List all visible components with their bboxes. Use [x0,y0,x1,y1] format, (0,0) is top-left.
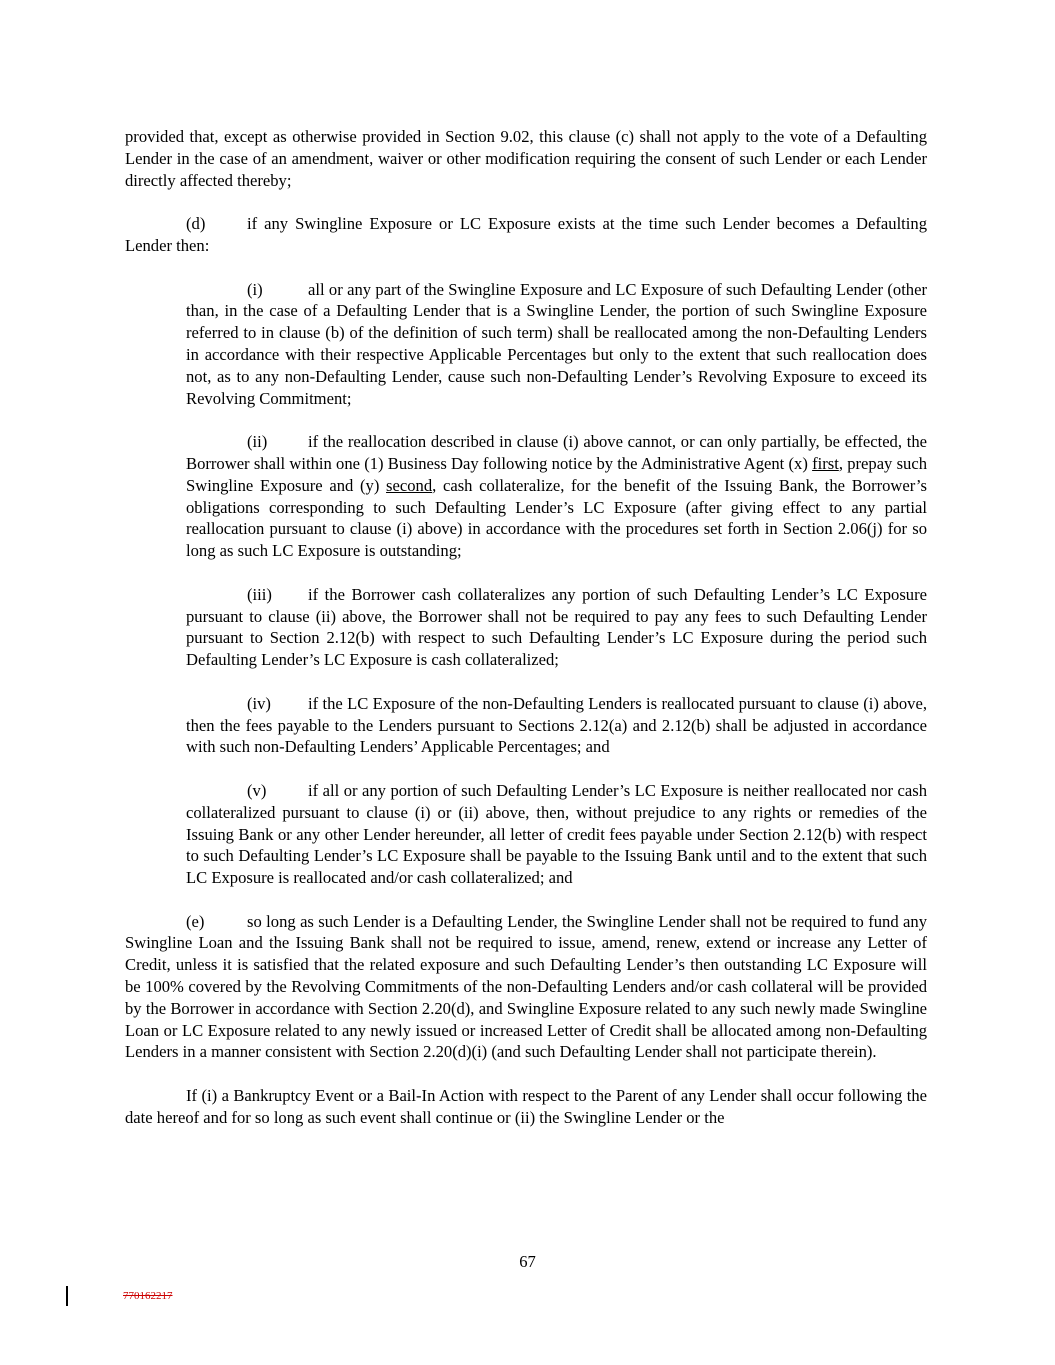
clause-label-iii: (iii) [247,584,272,604]
paragraph-d [125,213,927,257]
document-id: 770162217 [123,1290,173,1302]
clause-label-iv: (iv) [247,693,271,713]
clause-label-i: (i) [247,279,263,299]
clause-text-ii-b: , prepay such Swingline Exposure and (y) [186,453,928,495]
paragraph-d-v [186,780,927,889]
clause-label-d: (d) [186,214,206,234]
paragraph-d-iii [186,584,927,671]
paragraph-bankruptcy: If (i) a Bankruptcy Event or a Bail-In Action with respect to the Parent of any Lender shall occur following the date hereof and for so long as such event shall continue or (ii) the Swingline Lender or the [125,1086,927,1127]
clause-label-e: (e) [186,911,205,931]
clause-text-ii-a: if the reallocation described in clause (i) above cannot, or can only partially, be effected, the Borrower shall within one (1) Business Day following notice by the Administrative Agent (x) [186,432,927,473]
clause-label-ii: (ii) [247,432,268,452]
revision-change-bar [66,1286,68,1306]
clause-label-v: (v) [247,780,267,800]
paragraph-e [125,911,927,1064]
clause-text-d: if any Swingline Exposure or LC Exposure exists at the time such Lender becomes a Defaulting Lender then: [125,214,927,255]
body-text [125,126,927,1150]
clause-text-i: all or any part of the Swingline Exposure and LC Exposure of such Defaulting Lender (other than, in the case of a Defaulting Lender that is a Swingline Lender, the portion of such Swingline Exposure referred to in clause (b) of the definition of such term) shall be reallocated among the non-Defaulting Lenders in accordance with their respective Applicable Percentages but only to the extent that such reallocation does not, as to any non-Defaulting Lender, cause such non-Defaulting Lender’s Revolving Exposure to exceed its Revolving Commitment; [186,279,927,408]
paragraph-c-proviso: provided that, except as otherwise provided in Section 9.02, this clause (c) shall not apply to the vote of a Defaulting Lender in the case of an amendment, waiver or other modification requiring the consent of such Lender or each Lender directly affected thereby; [125,127,927,190]
paragraph-d-ii [186,431,927,562]
underlined-second: second [386,475,433,495]
paragraph-d-iv [186,693,927,758]
clause-text-iii: if the Borrower cash collateralizes any portion of such Defaulting Lender’s LC Exposure pursuant to clause (ii) above, the Borrower shall not be required to pay any fees to such Defaulting Lender pursuant to Section 2.12(b) with respect to such Defaulting Lender’s LC Exposure during the period such Defaulting Lender’s LC Exposure is cash collateralized; [186,584,927,670]
clause-text-iv: if the LC Exposure of the non-Defaulting Lenders is reallocated pursuant to clause (i) above, then the fees payable to the Lenders pursuant to Sections 2.12(a) and 2.12(b) shall be adjusted in accordance with such non-Defaulting Lenders’ Applicable Percentages; and [186,693,927,757]
clause-text-v: if all or any portion of such Defaulting Lender’s LC Exposure is neither reallocated nor cash collateralized pursuant to clause (i) or (ii) above, then, without prejudice to any rights or remedies of the Issuing Bank or any other Lender hereunder, all letter of credit fees payable under Section 2.12(b) with respect to such Defaulting Lender’s LC Exposure shall be payable to the Issuing Bank until and to the extent that such LC Exposure is reallocated and/or cash collateralized; and [186,780,927,888]
clause-text-e: so long as such Lender is a Defaulting Lender, the Swingline Lender shall not be required to fund any Swingline Loan and the Issuing Bank shall not be required to issue, amend, renew, extend or increase any Letter of Credit, unless it is satisfied that the related exposure and such Defaulting Lender’s then outstanding LC Exposure will be 100% covered by the Revolving Commitments of the non-Defaulting Lenders and/or cash collateral will be provided by the Borrower in accordance with Section 2.20(d), and Swingline Exposure related to any such newly made Swingline Loan or LC Exposure related to any newly issued or increased Letter of Credit shall be allocated among non-Defaulting Lenders in a manner consistent with Section 2.20(d)(i) (and such Defaulting Lender shall not participate therein). [125,911,927,1062]
paragraph-d-i [186,279,927,410]
page-number: 67 [519,1252,536,1271]
underlined-first: first [812,453,839,473]
clause-text-ii-c: , cash collateralize, for the benefit of the Issuing Bank, the Borrower’s obligations corresponding to such Defaulting Lender’s LC Exposure (after giving effect to any partial reallocation pursuant to clause (i) above) in accordance with the procedures set forth in Section 2.06(j) for so long as such LC Exposure is outstanding; [186,475,927,561]
